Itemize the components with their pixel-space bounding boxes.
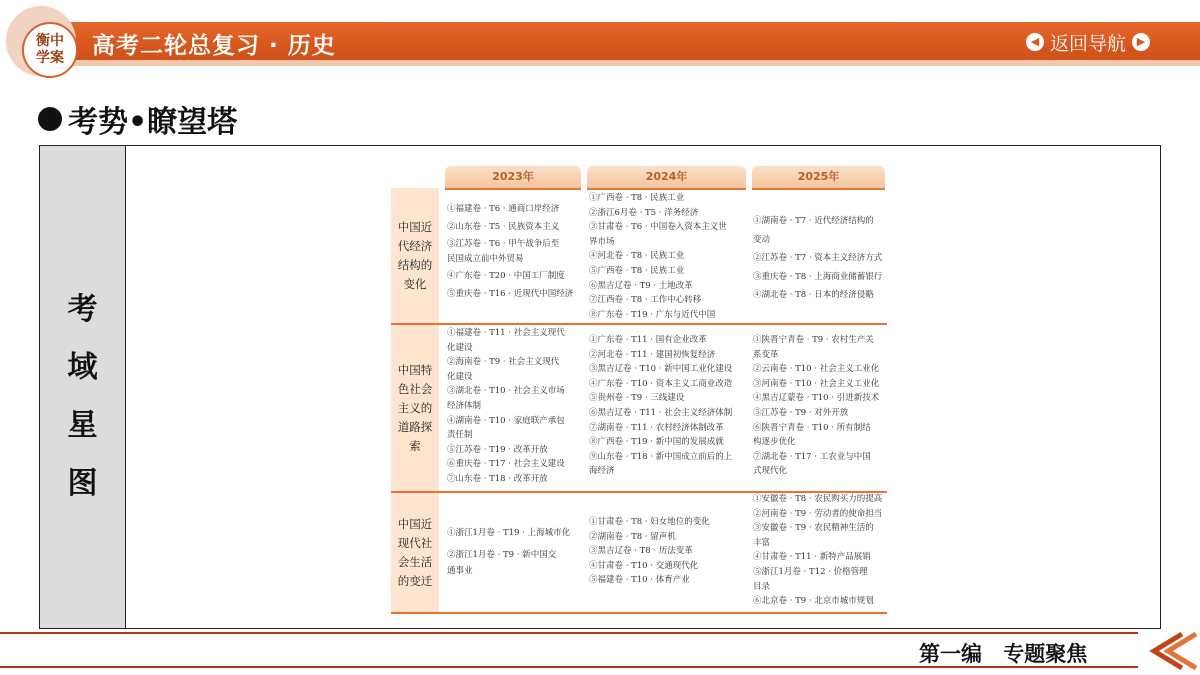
logo-text-line-1: 衡中 (36, 33, 64, 49)
cell-line: ③河南卷 · T10 · 社会主义工业化 (753, 378, 880, 389)
section-heading (38, 97, 237, 141)
cell-line: ③黑吉辽卷 · T8 · 历法变革 (589, 546, 693, 557)
cell-line: ⑤江苏卷 · T9 · 对外开放 (753, 407, 849, 418)
cell-line: ⑤贵州卷 · T9 · 三线建设 (589, 393, 685, 404)
cell-line: ③江苏卷 · T6 · 甲午战争后至 (447, 239, 560, 250)
cell-line: ⑤重庆卷 · T16 · 近现代中国经济 (447, 288, 574, 299)
cell-line: ②河南卷 · T9 · 劳动者的使命担当 (753, 508, 883, 519)
topic-line: 变化 (403, 276, 427, 291)
cell-line: ④甘肃卷 · T11 · 新特产品展销 (753, 552, 871, 563)
year-header-2025: 2025年 (752, 166, 885, 188)
cell-line: ③湖北卷 · T10 · 社会主义市场 (447, 386, 565, 397)
topic-line: 现代社 (397, 535, 433, 550)
logo (22, 22, 78, 78)
table-bottom-border (391, 612, 887, 614)
cell-line: 化建设 (447, 371, 473, 382)
topic-line: 中国近 (397, 219, 433, 234)
topic-line: 会生活 (397, 554, 433, 569)
footer-rule-top (0, 632, 1200, 634)
topic-line: 中国近 (397, 516, 433, 531)
arrow-left-icon[interactable]: ◀ (1026, 33, 1044, 51)
back-to-navigation-label[interactable]: 返回导航 (1049, 32, 1126, 55)
year-header-2023: 2023年 (445, 166, 581, 188)
cell-line: ①甘肃卷 · T8 · 妇女地位的变化 (589, 517, 710, 527)
cell-line: ④黑吉辽蒙卷 · T10 · 引进新技术 (753, 393, 880, 404)
cell-line: ④河北卷 · T8 · 民族工业 (589, 251, 685, 262)
cell-line: 责任制 (447, 430, 473, 441)
table-cell-r2-2024 (589, 333, 747, 489)
topic-line: 结构的 (397, 257, 433, 272)
cell-line: ④广东卷 · T20 · 中国工厂制度 (447, 271, 565, 282)
cell-line: ④广东卷 · T10 · 资本主义工商业改造 (589, 378, 733, 389)
cell-line: ⑥北京卷 · T9 · 北京市城市规划 (753, 596, 874, 607)
cell-line: ⑦湖南卷 · T11 · 农村经济体制改革 (589, 422, 724, 433)
topic-line: 道路探 (397, 419, 433, 434)
logo-text-line-2: 学案 (36, 50, 64, 66)
table-cell-r2-2023 (447, 326, 583, 490)
cell-line: ③安徽卷 · T9 · 农民精神生活的 (753, 523, 874, 534)
cell-line: ①福建卷 · T6 · 通商口岸经济 (447, 204, 560, 214)
cell-line: ②山东卷 · T5 · 民族资本主义 (447, 221, 560, 232)
year-header-2024: 2024年 (587, 166, 746, 188)
cell-line: ⑥陕晋宁青卷 · T10 · 所有制结 (753, 422, 871, 433)
cell-line: ①安徽卷 · T8 · 农民购买力的提高 (753, 494, 883, 504)
cell-line: ②河北卷 · T11 · 建国初恢复经济 (589, 349, 716, 360)
cell-line: ④湖北卷 · T8 · 日本的经济侵略 (753, 290, 874, 301)
cell-line: ②江苏卷 · T7 · 资本主义经济方式 (753, 253, 883, 264)
cell-line: ⑦山东卷 · T18 · 改革开放 (447, 473, 548, 484)
cell-line: ①福建卷 · T11 · 社会主义现代 (447, 328, 565, 338)
row-divider (391, 323, 887, 325)
cell-line: ③甘肃卷 · T6 · 中国卷入资本主义世 (589, 222, 727, 233)
back-to-navigation-button[interactable] (1026, 29, 1150, 55)
sidebar-label-panel (40, 146, 126, 628)
topic-line: 代经济 (397, 238, 433, 253)
cell-line: ⑥重庆卷 · T17 · 社会主义建设 (447, 459, 565, 470)
row-topic-economic-structure (391, 188, 439, 323)
cell-line: ⑤广西卷 · T8 · 民族工业 (589, 265, 685, 276)
sidebar-char: 考 (67, 292, 98, 327)
cell-line: ⑧广西卷 · T19 · 新中国的发展成就 (589, 437, 724, 448)
cell-line: ③黑吉辽卷 · T10 · 新中国工业化建设 (589, 364, 733, 375)
exam-topic-table (391, 166, 887, 616)
cell-line: ⑤江苏卷 · T19 · 改革开放 (447, 444, 548, 455)
table-cell-r3-2025 (753, 492, 887, 612)
cell-line: 目录 (753, 581, 771, 592)
cell-line: ①广东卷 · T11 · 国有企业改革 (589, 335, 707, 345)
cell-line: ⑦江西卷 · T8 · 工作中心转移 (589, 295, 702, 306)
table-cell-r1-2023 (447, 202, 583, 320)
double-chevron-left-icon (1138, 624, 1200, 675)
section-heading-text: 考势•瞭望塔 (68, 105, 238, 140)
cell-line: 变动 (753, 234, 771, 245)
table-cell-r3-2023 (447, 525, 583, 585)
cell-line: ⑨山东卷 · T18 · 新中国成立前后的上 (589, 451, 733, 462)
cell-line: 式现代化 (753, 466, 788, 477)
cell-line: ②浙江6月卷 · T5 · 洋务经济 (589, 207, 699, 218)
topic-line: 索 (409, 438, 421, 453)
topic-line: 色社会 (397, 381, 433, 396)
table-cell-r1-2024 (589, 191, 747, 323)
cell-line: ①浙江1月卷 · T19 · 上海城市化 (447, 528, 571, 538)
cell-line: 丰富 (753, 537, 771, 548)
topic-line: 中国特 (397, 362, 433, 377)
cell-line: ⑤福建卷 · T10 · 体育产业 (589, 575, 690, 586)
header-bar (0, 0, 1200, 90)
row-topic-socialist-path (391, 325, 439, 491)
cell-line: ①陕晋宁青卷 · T9 · 农村生产关 (753, 335, 874, 345)
cell-line: ⑤浙江1月卷 · T12 · 价格管理 (753, 566, 868, 577)
footer-section-label: 第一编 专题聚焦 (919, 642, 1088, 666)
cell-line: 化建设 (447, 342, 473, 353)
cell-line: ①湖南卷 · T7 · 近代经济结构的 (753, 216, 874, 226)
cell-line: 民国成立前中外贸易 (447, 253, 524, 264)
cell-line: ②湖南卷 · T8 · 留声机 (589, 531, 676, 542)
cell-line: ⑧广东卷 · T19 · 广东与近代中国 (589, 309, 716, 320)
cell-line: 海经济 (589, 466, 615, 477)
cell-line: 经济体制 (447, 400, 482, 411)
cell-line: ①广西卷 · T8 · 民族工业 (589, 193, 685, 203)
arrow-right-icon[interactable]: ▶ (1132, 33, 1150, 51)
table-cell-r2-2025 (753, 333, 887, 489)
bullet-dot-icon (38, 107, 62, 131)
cell-line: ③重庆卷 · T8 · 上海商业储蓄银行 (753, 271, 883, 282)
sidebar-char: 星 (67, 408, 98, 443)
cell-line: ④甘肃卷 · T10 · 交通现代化 (589, 560, 699, 571)
sidebar-char: 图 (67, 466, 98, 501)
row-topic-social-life (391, 493, 439, 612)
cell-line: ⑦湖北卷 · T17 · 工农业与中国 (753, 451, 871, 462)
cell-line: ⑥黑吉辽卷 · T9 · 土地改革 (589, 280, 693, 291)
cell-line: 系变革 (753, 349, 779, 360)
cell-line: 构逐步优化 (753, 437, 796, 448)
cell-line: 通事业 (447, 566, 473, 576)
cell-line: ④湖南卷 · T10 · 家庭联产承包 (447, 415, 565, 426)
cell-line: ②云南卷 · T10 · 社会主义工业化 (753, 364, 880, 375)
topic-line: 主义的 (397, 400, 433, 415)
header-shadow-band (60, 60, 1200, 66)
cell-line: 界市场 (589, 236, 615, 247)
cell-line: ⑥黑吉辽卷 · T11 · 社会主义经济体制 (589, 407, 733, 418)
topic-line: 的变迁 (397, 573, 433, 588)
logo-ring (6, 6, 76, 76)
table-cell-r1-2025 (753, 212, 887, 322)
table-cell-r3-2024 (589, 515, 747, 591)
cell-line: ②海南卷 · T9 · 社会主义现代 (447, 357, 560, 368)
sidebar-char: 域 (67, 350, 98, 385)
sidebar-label (40, 281, 125, 513)
cell-line: ②浙江1月卷 · T9 · 新中国交 (447, 550, 557, 560)
page-title: 高考二轮总复习 · 历史 (92, 33, 336, 59)
